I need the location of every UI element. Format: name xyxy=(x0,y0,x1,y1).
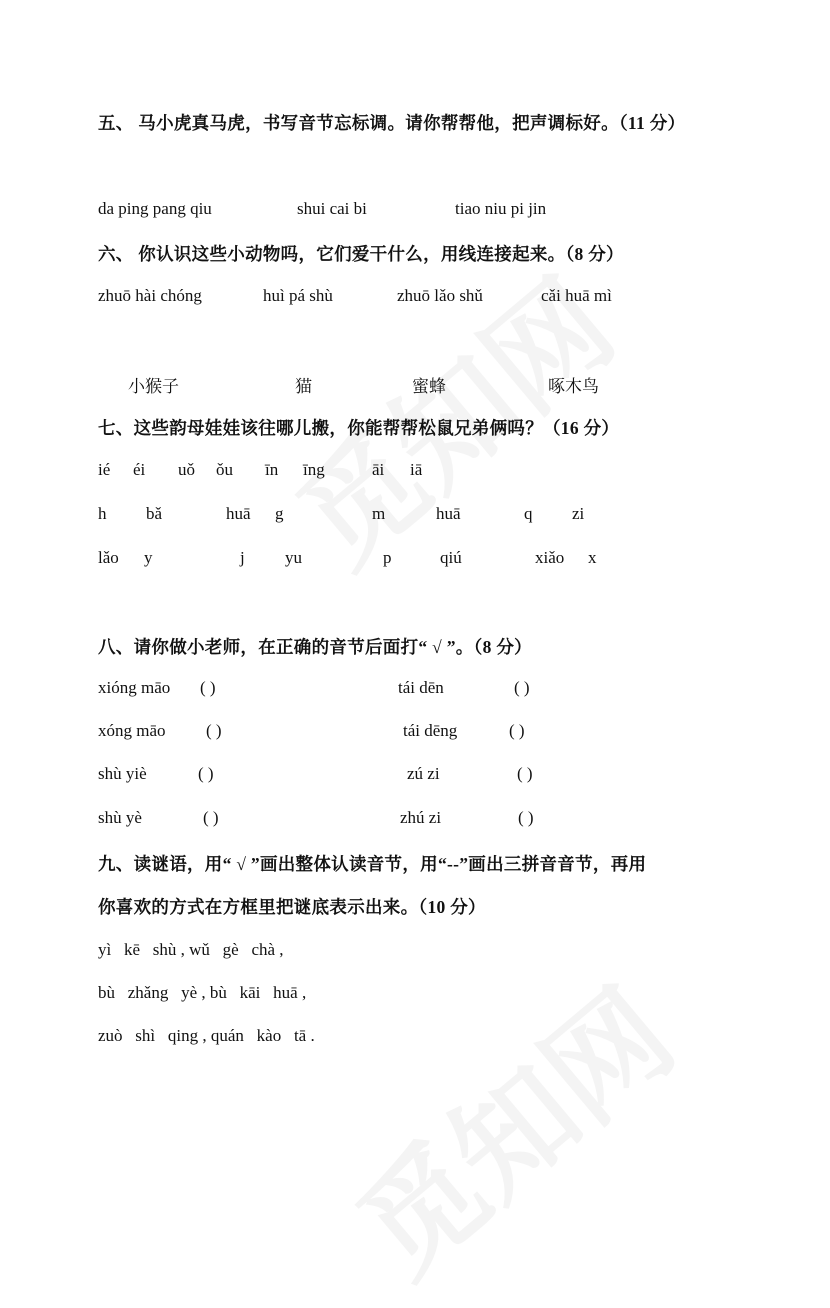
q7-syllable: yu xyxy=(285,548,302,567)
q8-left-option: shù yiè xyxy=(98,764,147,783)
q7-heading: 七、这些韵母娃娃该往哪儿搬，你能帮帮松鼠兄弟俩吗？（16 分） xyxy=(98,418,620,438)
q8-answer-paren[interactable]: ( ) xyxy=(514,678,530,697)
q7-syllable: q xyxy=(524,504,533,523)
q8-left-option: shù yè xyxy=(98,808,142,827)
q8-row xyxy=(98,808,718,832)
q5-item: da ping pang qiu xyxy=(98,199,212,218)
q9-riddle-line: yì kē shù , wǔ gè chà , xyxy=(98,940,284,959)
q7-syllable: huā xyxy=(436,504,461,523)
q8-answer-paren[interactable]: ( ) xyxy=(200,678,216,697)
q8-left-option: xióng māo xyxy=(98,678,171,697)
q7-syllable: xiǎo xyxy=(535,548,565,567)
q7-final: īn xyxy=(265,460,279,479)
q7-syllable: m xyxy=(372,504,386,523)
q5-heading: 五、 马小虎真马虎，书写音节忘标调。请你帮帮他，把声调标好。（11 分） xyxy=(98,113,686,133)
q7-syllable: h xyxy=(98,504,107,523)
q7-syllable: zi xyxy=(572,504,585,523)
q6-pinyin-row xyxy=(98,286,718,310)
q6-pinyin: huì pá shù xyxy=(263,286,333,305)
q5-item: tiao niu pi jin xyxy=(455,199,547,218)
q6-heading: 六、 你认识这些小动物吗，它们爱干什么，用线连接起来。（8 分） xyxy=(98,244,624,264)
q9-riddle-line: zuò shì qing , quán kào tā . xyxy=(98,1026,315,1045)
q8-left-option: xóng māo xyxy=(98,721,166,740)
q6-pinyin: cǎi huā mì xyxy=(541,286,612,305)
q8-answer-paren[interactable]: ( ) xyxy=(518,808,534,827)
q7-syllable: g xyxy=(275,504,284,523)
q8-heading: 八、请你做小老师，在正确的音节后面打“ √ ”。（8 分） xyxy=(98,637,532,657)
q9-riddle-line: bù zhǎng yè , bù kāi huā , xyxy=(98,983,307,1002)
q5-items xyxy=(98,199,718,223)
q7-syllable: p xyxy=(383,548,392,567)
q7-final: uǒ xyxy=(178,460,195,479)
q7-syllable: bǎ xyxy=(146,504,163,523)
q7-row1 xyxy=(98,504,718,528)
q7-syllable: huā xyxy=(226,504,251,523)
q8-row xyxy=(98,721,718,745)
q6-animal: 蜜蜂 xyxy=(412,377,446,396)
q5-item: shui cai bi xyxy=(297,199,367,218)
q7-final: īng xyxy=(303,460,325,479)
q6-animal: 啄木鸟 xyxy=(548,377,599,396)
q9-heading-line1: 九、读谜语，用“ √ ”画出整体认读音节，用“--”画出三拼音音节，再用 xyxy=(98,854,647,874)
q8-row xyxy=(98,678,718,702)
watermark-2 xyxy=(317,944,703,1307)
q7-final: āi xyxy=(372,460,385,479)
q8-answer-paren[interactable]: ( ) xyxy=(517,764,533,783)
q8-right-option: zú zi xyxy=(407,764,440,783)
q8-answer-paren[interactable]: ( ) xyxy=(203,808,219,827)
q7-syllable: j xyxy=(240,548,245,567)
q7-final: iā xyxy=(410,460,423,479)
q9-heading-line2: 你喜欢的方式在方框里把谜底表示出来。（10 分） xyxy=(98,897,486,917)
q7-row2 xyxy=(98,548,718,572)
q6-pinyin: zhuō hài chóng xyxy=(98,286,202,305)
q8-answer-paren[interactable]: ( ) xyxy=(198,764,214,783)
q8-answer-paren[interactable]: ( ) xyxy=(206,721,222,740)
q7-finals-row xyxy=(98,460,718,484)
q7-final: ǒu xyxy=(216,460,233,479)
q7-syllable: y xyxy=(144,548,153,567)
q8-answer-paren[interactable]: ( ) xyxy=(509,721,525,740)
q6-animal: 小猴子 xyxy=(128,377,179,396)
q7-final: éi xyxy=(133,460,146,479)
q8-right-option: tái dēng xyxy=(403,721,458,740)
q7-final: ié xyxy=(98,460,111,479)
q7-syllable: x xyxy=(588,548,597,567)
q6-animal: 猫 xyxy=(295,377,312,396)
q7-syllable: lǎo xyxy=(98,548,119,567)
q8-right-option: zhú zi xyxy=(400,808,442,827)
q8-right-option: tái dēn xyxy=(398,678,444,697)
q6-animal-row xyxy=(98,372,718,396)
q6-pinyin: zhuō lǎo shǔ xyxy=(397,286,483,305)
q7-syllable: qiú xyxy=(440,548,462,567)
q8-row xyxy=(98,764,718,788)
